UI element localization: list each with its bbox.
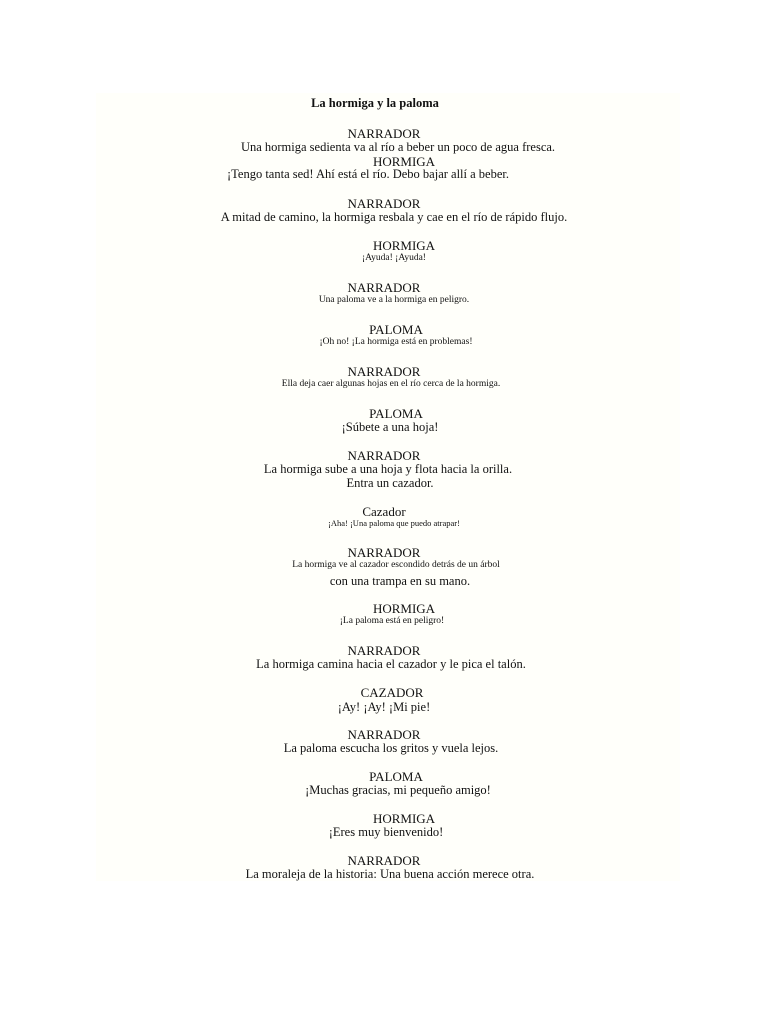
dialogue-line: ¡Súbete a una hoja! [341,420,439,434]
dialogue-line: ¡Ayuda! ¡Ayuda! [362,253,426,263]
dialogue-line: La hormiga sube a una hoja y flota hacia la orilla. [263,462,513,476]
speaker-label: NARRADOR [347,126,421,141]
dialogue-line: Entra un cazador. [346,476,434,490]
document-title: La hormiga y la paloma [311,96,439,110]
dialogue-line: ¡Tengo tanta sed! Ahí está el río. Debo bajar allí a beber. [226,167,509,181]
speaker-label: PALOMA [369,322,423,337]
speaker-label: NARRADOR [347,643,421,658]
speaker-label: HORMIGA [372,238,436,253]
dialogue-line: La hormiga ve al cazador escondido detrás de un árbol [292,560,500,570]
dialogue-line: ¡Muchas gracias, mi pequeño amigo! [305,783,491,797]
speaker-label: HORMIGA [372,811,436,826]
dialogue-line: ¡Aha! ¡Una paloma que puedo atrapar! [328,518,460,528]
speaker-label: PALOMA [369,406,423,421]
speaker-label: NARRADOR [347,364,421,379]
speaker-label: NARRADOR [347,196,421,211]
dialogue-line: A mitad de camino, la hormiga resbala y cae en el río de rápido flujo. [220,210,568,224]
dialogue-line: ¡Oh no! ¡La hormiga está en problemas! [319,337,473,347]
speaker-label: PALOMA [369,769,423,784]
speaker-label: NARRADOR [347,280,421,295]
dialogue-line: La hormiga camina hacia el cazador y le pica el talón. [256,657,526,671]
dialogue-line: ¡La paloma está en peligro! [339,616,445,626]
speaker-label: Cazador [362,504,406,519]
dialogue-line: La paloma escucha los gritos y vuela lejos. [283,741,499,755]
speaker-label: NARRADOR [347,545,421,560]
speaker-label: NARRADOR [347,448,421,463]
dialogue-line: La moraleja de la historia: Una buena acción merece otra. [245,867,535,881]
dialogue-line: ¡Ay! ¡Ay! ¡Mi pie! [337,700,431,714]
speaker-label: NARRADOR [347,727,421,742]
dialogue-line: con una trampa en su mano. [329,574,471,588]
dialogue-line: Ella deja caer algunas hojas en el río cerca de la hormiga. [281,379,501,389]
speaker-label: HORMIGA [372,154,436,169]
dialogue-line: ¡Eres muy bienvenido! [328,825,444,839]
speaker-label: HORMIGA [372,601,436,616]
dialogue-line: Una paloma ve a la hormiga en peligro. [318,295,470,305]
speaker-label: NARRADOR [347,853,421,868]
speaker-label: CAZADOR [360,685,424,700]
dialogue-line: Una hormiga sedienta va al río a beber un poco de agua fresca. [240,140,556,154]
